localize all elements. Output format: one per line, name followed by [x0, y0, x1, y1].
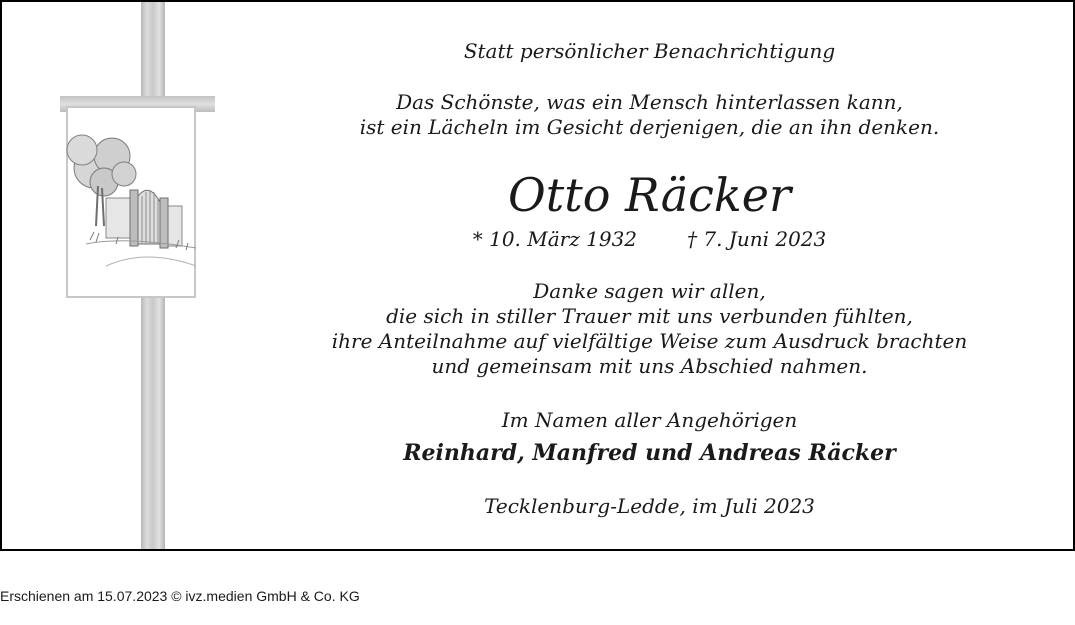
thanks-line: Danke sagen wir allen, [533, 279, 766, 303]
deceased-name: Otto Räcker [508, 168, 791, 222]
quote-line: Das Schönste, was ein Mensch hinterlassen kann, [396, 90, 903, 114]
thanks-text [222, 279, 1075, 379]
signers: Reinhard, Manfred und Andreas Räcker [403, 440, 896, 466]
on-behalf-line: Im Namen aller Angehörigen [501, 408, 798, 432]
life-dates [222, 226, 1075, 252]
memorial-quote [222, 90, 1075, 140]
death-date: † 7. Juni 2023 [687, 227, 827, 251]
garden-gate-sketch-icon [46, 116, 216, 291]
thanks-line: ihre Anteilnahme auf vielfältige Weise zum Ausdruck brachten [331, 329, 968, 353]
notice-intro: Statt persönlicher Benachrichtigung [463, 39, 836, 63]
garden-gate-illustration [66, 106, 196, 298]
place-and-date: Tecklenburg-Ledde, im Juli 2023 [484, 494, 815, 518]
thanks-line: die sich in stiller Trauer mit uns verbunden fühlten, [386, 304, 913, 328]
thanks-line: und gemeinsam mit uns Abschied nahmen. [431, 354, 868, 378]
birth-date: * 10. März 1932 [472, 227, 638, 251]
quote-line: ist ein Lächeln im Gesicht derjenigen, die an ihn denken. [359, 115, 940, 139]
publication-footer: Erschienen am 15.07.2023 © ivz.medien GmbH & Co. KG [0, 588, 360, 604]
